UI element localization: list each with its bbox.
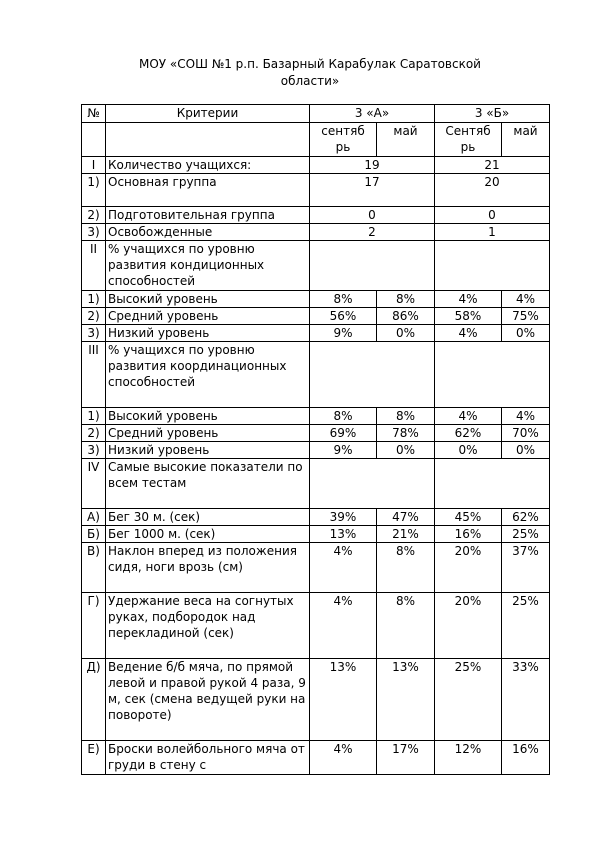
table-row <box>82 325 550 342</box>
criterion-label: Высокий уровень <box>106 291 310 308</box>
header-a-september: сентяб рь <box>310 123 377 157</box>
value-a-september: 9% <box>310 325 377 342</box>
empty-cell <box>435 241 550 291</box>
table-row <box>82 526 550 543</box>
value-b-september: 16% <box>435 526 502 543</box>
results-table <box>81 104 550 775</box>
row-number: 3) <box>82 442 106 459</box>
row-number: В) <box>82 543 106 593</box>
value-b-september: 0% <box>435 442 502 459</box>
value-a-may: 8% <box>377 593 435 659</box>
row-number: 1) <box>82 174 106 207</box>
table-row <box>82 342 550 408</box>
table-row <box>82 308 550 325</box>
value-b-september: 4% <box>435 291 502 308</box>
criterion-label: Высокий уровень <box>106 408 310 425</box>
value-a-may: 47% <box>377 509 435 526</box>
table-row <box>82 157 550 174</box>
table-row <box>82 425 550 442</box>
header-class-b: 3 «Б» <box>435 105 550 123</box>
criterion-label: Наклон вперед из положения сидя, ноги врозь (см) <box>106 543 310 593</box>
row-number: II <box>82 241 106 291</box>
table-row <box>82 408 550 425</box>
header-a-may: май <box>377 123 435 157</box>
criterion-label: Средний уровень <box>106 425 310 442</box>
value-class-b: 20 <box>435 174 550 207</box>
table-row <box>82 241 550 291</box>
value-class-a: 2 <box>310 224 435 241</box>
row-number: Г) <box>82 593 106 659</box>
value-a-may: 8% <box>377 408 435 425</box>
value-a-september: 8% <box>310 408 377 425</box>
value-class-b: 21 <box>435 157 550 174</box>
value-a-september: 69% <box>310 425 377 442</box>
header-b-september: Сентяб рь <box>435 123 502 157</box>
value-b-september: 12% <box>435 741 502 775</box>
criterion-label: Низкий уровень <box>106 442 310 459</box>
value-b-september: 25% <box>435 659 502 741</box>
value-b-september: 20% <box>435 593 502 659</box>
criterion-label: Освобожденные <box>106 224 310 241</box>
header-num: № <box>82 105 106 123</box>
subheader-row <box>82 123 550 157</box>
empty-cell <box>435 342 550 408</box>
row-number: Б) <box>82 526 106 543</box>
value-b-may: 33% <box>502 659 550 741</box>
criterion-label: Низкий уровень <box>106 325 310 342</box>
criterion-label: Основная группа <box>106 174 310 207</box>
value-a-september: 13% <box>310 526 377 543</box>
table-row <box>82 174 550 207</box>
value-a-september: 13% <box>310 659 377 741</box>
value-a-may: 21% <box>377 526 435 543</box>
value-b-september: 62% <box>435 425 502 442</box>
row-number: 2) <box>82 207 106 224</box>
table-row <box>82 207 550 224</box>
row-number: 3) <box>82 224 106 241</box>
value-b-september: 4% <box>435 325 502 342</box>
value-b-september: 4% <box>435 408 502 425</box>
value-b-may: 0% <box>502 325 550 342</box>
value-a-september: 9% <box>310 442 377 459</box>
empty-cell <box>310 459 435 509</box>
table-row <box>82 442 550 459</box>
value-a-september: 4% <box>310 741 377 775</box>
empty-cell <box>435 459 550 509</box>
value-a-may: 8% <box>377 543 435 593</box>
title-line-1: МОУ «СОШ №1 р.п. Базарный Карабулак Саратовской <box>139 57 481 71</box>
value-class-a: 19 <box>310 157 435 174</box>
table-row <box>82 593 550 659</box>
row-number: А) <box>82 509 106 526</box>
value-a-may: 78% <box>377 425 435 442</box>
header-row <box>82 105 550 123</box>
row-number: Д) <box>82 659 106 741</box>
value-class-a: 17 <box>310 174 435 207</box>
table-row <box>82 224 550 241</box>
title-line-2: области» <box>280 74 340 88</box>
value-b-may: 62% <box>502 509 550 526</box>
header-b-may: май <box>502 123 550 157</box>
criterion-label: % учащихся по уровню развития кондиционных способностей <box>106 241 310 291</box>
value-a-september: 4% <box>310 593 377 659</box>
empty-cell <box>310 241 435 291</box>
value-a-september: 4% <box>310 543 377 593</box>
value-a-september: 8% <box>310 291 377 308</box>
header-class-a: 3 «А» <box>310 105 435 123</box>
value-b-may: 37% <box>502 543 550 593</box>
table-row <box>82 459 550 509</box>
value-a-may: 86% <box>377 308 435 325</box>
value-b-may: 25% <box>502 593 550 659</box>
value-class-b: 0 <box>435 207 550 224</box>
value-b-may: 4% <box>502 291 550 308</box>
table-row <box>82 509 550 526</box>
value-a-may: 13% <box>377 659 435 741</box>
criterion-label: Бег 1000 м. (сек) <box>106 526 310 543</box>
value-class-a: 0 <box>310 207 435 224</box>
criterion-label: Количество учащихся: <box>106 157 310 174</box>
criterion-label: Средний уровень <box>106 308 310 325</box>
row-number: 2) <box>82 308 106 325</box>
row-number: Е) <box>82 741 106 775</box>
value-b-september: 58% <box>435 308 502 325</box>
criterion-label: Удержание веса на согнутых руках, подбородок над перекладиной (сек) <box>106 593 310 659</box>
row-number: IV <box>82 459 106 509</box>
table-row <box>82 291 550 308</box>
value-a-may: 0% <box>377 325 435 342</box>
criterion-label: Броски волейбольного мяча от груди в стену с <box>106 741 310 775</box>
value-b-september: 20% <box>435 543 502 593</box>
table-row <box>82 741 550 775</box>
row-number: 1) <box>82 291 106 308</box>
row-number: III <box>82 342 106 408</box>
criterion-label: Ведение б/б мяча, по прямой левой и правой рукой 4 раза, 9 м, сек (смена ведущей руки на повороте) <box>106 659 310 741</box>
value-b-may: 16% <box>502 741 550 775</box>
row-number: 1) <box>82 408 106 425</box>
row-number: 2) <box>82 425 106 442</box>
empty-cell <box>310 342 435 408</box>
row-number: 3) <box>82 325 106 342</box>
value-b-may: 25% <box>502 526 550 543</box>
row-number: I <box>82 157 106 174</box>
value-a-may: 0% <box>377 442 435 459</box>
value-class-b: 1 <box>435 224 550 241</box>
document-title <box>90 56 530 90</box>
criterion-label: Самые высокие показатели по всем тестам <box>106 459 310 509</box>
value-a-september: 56% <box>310 308 377 325</box>
value-a-may: 17% <box>377 741 435 775</box>
criterion-label: Подготовительная группа <box>106 207 310 224</box>
value-b-may: 70% <box>502 425 550 442</box>
criterion-label: % учащихся по уровню развития координационных способностей <box>106 342 310 408</box>
value-b-may: 0% <box>502 442 550 459</box>
value-a-may: 8% <box>377 291 435 308</box>
table-row <box>82 659 550 741</box>
criterion-label: Бег 30 м. (сек) <box>106 509 310 526</box>
value-b-september: 45% <box>435 509 502 526</box>
value-b-may: 75% <box>502 308 550 325</box>
value-b-may: 4% <box>502 408 550 425</box>
header-criteria: Критерии <box>106 105 310 123</box>
value-a-september: 39% <box>310 509 377 526</box>
table-row <box>82 543 550 593</box>
